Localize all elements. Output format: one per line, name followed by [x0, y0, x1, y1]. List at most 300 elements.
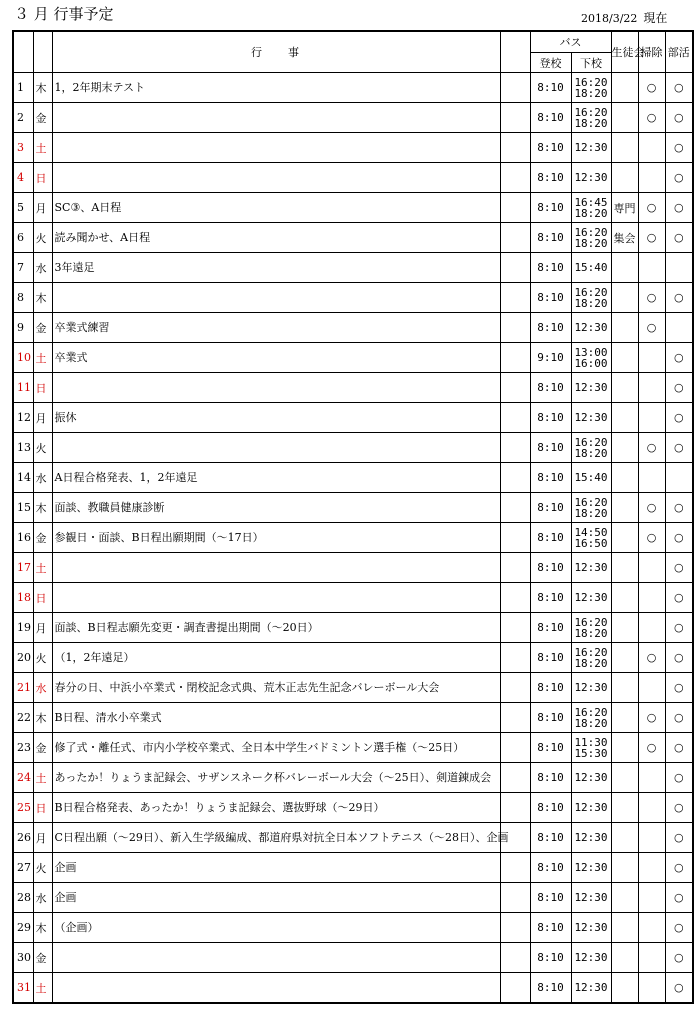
day-cell: 29 — [13, 913, 33, 943]
club-cell: ○ — [665, 493, 693, 523]
bus-to-cell: 8:10 — [530, 373, 571, 403]
dow-cell: 土 — [33, 763, 52, 793]
bus-to-cell: 8:10 — [530, 883, 571, 913]
day-cell: 25 — [13, 793, 33, 823]
day-cell: 31 — [13, 973, 33, 1004]
dow-cell: 月 — [33, 193, 52, 223]
header-spacer — [500, 31, 530, 73]
day-cell: 21 — [13, 673, 33, 703]
bus-from-cell: 16:20 18:20 — [571, 73, 611, 103]
student-council-cell — [611, 373, 638, 403]
club-cell: ○ — [665, 193, 693, 223]
student-council-cell: 専門 — [611, 193, 638, 223]
spacer-cell — [500, 673, 530, 703]
spacer-cell — [500, 553, 530, 583]
bus-from-cell: 16:20 18:20 — [571, 433, 611, 463]
day-cell: 23 — [13, 733, 33, 763]
club-cell: ○ — [665, 943, 693, 973]
table-row — [13, 703, 693, 733]
table-row — [13, 223, 693, 253]
day-cell: 28 — [13, 883, 33, 913]
student-council-cell — [611, 883, 638, 913]
cleaning-cell: ○ — [638, 523, 665, 553]
event-cell — [52, 553, 500, 583]
cleaning-cell — [638, 793, 665, 823]
student-council-cell — [611, 343, 638, 373]
schedule-table — [12, 30, 694, 1004]
spacer-cell — [500, 793, 530, 823]
event-cell: 参観日・面談、B日程出願期間（～17日） — [52, 523, 500, 553]
bus-to-cell: 8:10 — [530, 133, 571, 163]
bus-from-cell: 16:20 18:20 — [571, 703, 611, 733]
header-event: 行 事 — [52, 31, 500, 73]
bus-from-cell: 16:20 18:20 — [571, 643, 611, 673]
student-council-cell — [611, 673, 638, 703]
spacer-cell — [500, 433, 530, 463]
student-council-cell — [611, 133, 638, 163]
cleaning-cell: ○ — [638, 283, 665, 313]
cleaning-cell: ○ — [638, 733, 665, 763]
student-council-cell — [611, 763, 638, 793]
bus-from-cell: 16:20 18:20 — [571, 223, 611, 253]
bus-from-cell: 16:20 18:20 — [571, 103, 611, 133]
bus-to-cell: 8:10 — [530, 283, 571, 313]
bus-to-cell: 8:10 — [530, 823, 571, 853]
bus-from-cell: 12:30 — [571, 673, 611, 703]
spacer-cell — [500, 973, 530, 1004]
cleaning-cell — [638, 403, 665, 433]
event-cell — [52, 163, 500, 193]
club-cell: ○ — [665, 433, 693, 463]
dow-cell: 土 — [33, 133, 52, 163]
as-of-suffix: 現在 — [643, 11, 668, 25]
event-cell: （1，2年遠足） — [52, 643, 500, 673]
day-cell: 7 — [13, 253, 33, 283]
header-bus-from: 下校 — [571, 53, 611, 73]
bus-from-cell: 12:30 — [571, 313, 611, 343]
table-row — [13, 523, 693, 553]
table-row — [13, 583, 693, 613]
event-cell — [52, 133, 500, 163]
bus-to-cell: 8:10 — [530, 463, 571, 493]
dow-cell: 木 — [33, 493, 52, 523]
spacer-cell — [500, 733, 530, 763]
bus-from-cell: 11:30 15:30 — [571, 733, 611, 763]
bus-to-cell: 8:10 — [530, 733, 571, 763]
student-council-cell — [611, 613, 638, 643]
club-cell: ○ — [665, 793, 693, 823]
club-cell — [665, 253, 693, 283]
student-council-cell — [611, 313, 638, 343]
day-cell: 15 — [13, 493, 33, 523]
bus-to-cell: 8:10 — [530, 553, 571, 583]
club-cell: ○ — [665, 643, 693, 673]
event-cell: B日程合格発表、あったか！りょうま記録会、選抜野球（～29日） — [52, 793, 500, 823]
dow-cell: 日 — [33, 373, 52, 403]
event-cell: 企画 — [52, 883, 500, 913]
dow-cell: 金 — [33, 943, 52, 973]
day-cell: 3 — [13, 133, 33, 163]
bus-to-cell: 8:10 — [530, 223, 571, 253]
bus-to-cell: 8:10 — [530, 73, 571, 103]
cleaning-cell — [638, 973, 665, 1004]
dow-cell: 水 — [33, 463, 52, 493]
dow-cell: 水 — [33, 673, 52, 703]
as-of-date — [581, 9, 667, 26]
dow-cell: 金 — [33, 103, 52, 133]
cleaning-cell — [638, 253, 665, 283]
cleaning-cell — [638, 853, 665, 883]
table-row — [13, 283, 693, 313]
club-cell: ○ — [665, 73, 693, 103]
cleaning-cell — [638, 553, 665, 583]
table-row — [13, 253, 693, 283]
bus-from-cell: 12:30 — [571, 913, 611, 943]
student-council-cell — [611, 643, 638, 673]
dow-cell: 水 — [33, 253, 52, 283]
table-row — [13, 793, 693, 823]
bus-from-cell: 13:00 16:00 — [571, 343, 611, 373]
club-cell — [665, 313, 693, 343]
spacer-cell — [500, 913, 530, 943]
table-row — [13, 613, 693, 643]
cleaning-cell — [638, 583, 665, 613]
header-student-council: 生徒会 — [611, 31, 638, 73]
day-cell: 24 — [13, 763, 33, 793]
cleaning-cell — [638, 463, 665, 493]
spacer-cell — [500, 883, 530, 913]
club-cell: ○ — [665, 283, 693, 313]
cleaning-cell: ○ — [638, 433, 665, 463]
event-cell: 読み聞かせ、A日程 — [52, 223, 500, 253]
dow-cell: 木 — [33, 703, 52, 733]
event-cell — [52, 943, 500, 973]
dow-cell: 水 — [33, 883, 52, 913]
spacer-cell — [500, 253, 530, 283]
club-cell: ○ — [665, 913, 693, 943]
event-cell: C日程出願（～29日）、新入生学級編成、都道府県対抗全日本ソフトテニス（～28日）、企画 — [52, 823, 500, 853]
bus-to-cell: 8:10 — [530, 703, 571, 733]
table-row — [13, 973, 693, 1004]
table-row — [13, 733, 693, 763]
table-row — [13, 343, 693, 373]
student-council-cell — [611, 703, 638, 733]
day-cell: 14 — [13, 463, 33, 493]
cleaning-cell — [638, 613, 665, 643]
bus-from-cell: 12:30 — [571, 823, 611, 853]
bus-from-cell: 15:40 — [571, 463, 611, 493]
student-council-cell — [611, 523, 638, 553]
cleaning-cell: ○ — [638, 493, 665, 523]
bus-to-cell: 8:10 — [530, 163, 571, 193]
event-cell — [52, 433, 500, 463]
club-cell: ○ — [665, 883, 693, 913]
event-cell — [52, 973, 500, 1004]
event-cell: 3年遠足 — [52, 253, 500, 283]
event-cell: 1，2年期末テスト — [52, 73, 500, 103]
spacer-cell — [500, 943, 530, 973]
header-cleaning: 掃除 — [638, 31, 665, 73]
bus-to-cell: 8:10 — [530, 613, 571, 643]
bus-from-cell: 12:30 — [571, 883, 611, 913]
header-dow-cell — [33, 31, 52, 73]
spacer-cell — [500, 493, 530, 523]
event-cell: 卒業式練習 — [52, 313, 500, 343]
club-cell: ○ — [665, 973, 693, 1004]
event-cell: （企画） — [52, 913, 500, 943]
bus-to-cell: 8:10 — [530, 583, 571, 613]
cleaning-cell: ○ — [638, 103, 665, 133]
bus-from-cell: 12:30 — [571, 403, 611, 433]
day-cell: 5 — [13, 193, 33, 223]
spacer-cell — [500, 73, 530, 103]
dow-cell: 金 — [33, 733, 52, 763]
table-row — [13, 193, 693, 223]
event-cell: SC③、A日程 — [52, 193, 500, 223]
day-cell: 12 — [13, 403, 33, 433]
cleaning-cell — [638, 913, 665, 943]
student-council-cell — [611, 973, 638, 1004]
event-cell: 春分の日、中浜小卒業式・閉校記念式典、荒木正志先生記念バレーボール大会 — [52, 673, 500, 703]
student-council-cell — [611, 943, 638, 973]
event-cell: B日程、清水小卒業式 — [52, 703, 500, 733]
event-cell — [52, 373, 500, 403]
bus-to-cell: 8:10 — [530, 793, 571, 823]
event-cell — [52, 583, 500, 613]
spacer-cell — [500, 103, 530, 133]
event-cell: 修了式・離任式、市内小学校卒業式、全日本中学生バドミントン選手権（～25日） — [52, 733, 500, 763]
dow-cell: 日 — [33, 793, 52, 823]
bus-to-cell: 8:10 — [530, 493, 571, 523]
day-cell: 9 — [13, 313, 33, 343]
spacer-cell — [500, 523, 530, 553]
dow-cell: 金 — [33, 523, 52, 553]
day-cell: 18 — [13, 583, 33, 613]
day-cell: 6 — [13, 223, 33, 253]
spacer-cell — [500, 343, 530, 373]
day-cell: 17 — [13, 553, 33, 583]
dow-cell: 土 — [33, 343, 52, 373]
student-council-cell — [611, 583, 638, 613]
day-cell: 20 — [13, 643, 33, 673]
cleaning-cell — [638, 823, 665, 853]
page-title: ３ 月 行事予定 — [14, 5, 114, 23]
bus-from-cell: 14:50 16:50 — [571, 523, 611, 553]
student-council-cell — [611, 163, 638, 193]
club-cell: ○ — [665, 163, 693, 193]
bus-from-cell: 16:20 18:20 — [571, 493, 611, 523]
student-council-cell — [611, 823, 638, 853]
club-cell: ○ — [665, 133, 693, 163]
day-cell: 10 — [13, 343, 33, 373]
day-cell: 19 — [13, 613, 33, 643]
cleaning-cell: ○ — [638, 643, 665, 673]
club-cell: ○ — [665, 223, 693, 253]
bus-to-cell: 8:10 — [530, 913, 571, 943]
cleaning-cell — [638, 373, 665, 403]
event-cell: 卒業式 — [52, 343, 500, 373]
bus-from-cell: 12:30 — [571, 553, 611, 583]
club-cell: ○ — [665, 673, 693, 703]
table-row — [13, 493, 693, 523]
cleaning-cell — [638, 763, 665, 793]
club-cell: ○ — [665, 523, 693, 553]
club-cell: ○ — [665, 703, 693, 733]
bus-from-cell: 12:30 — [571, 973, 611, 1004]
header-club: 部活 — [665, 31, 693, 73]
table-row — [13, 883, 693, 913]
club-cell — [665, 463, 693, 493]
bus-to-cell: 8:10 — [530, 253, 571, 283]
day-cell: 30 — [13, 943, 33, 973]
bus-to-cell: 8:10 — [530, 763, 571, 793]
spacer-cell — [500, 193, 530, 223]
bus-from-cell: 16:20 18:20 — [571, 283, 611, 313]
club-cell: ○ — [665, 553, 693, 583]
bus-from-cell: 16:20 18:20 — [571, 613, 611, 643]
day-cell: 16 — [13, 523, 33, 553]
dow-cell: 月 — [33, 403, 52, 433]
event-cell: 企画 — [52, 853, 500, 883]
day-cell: 13 — [13, 433, 33, 463]
student-council-cell — [611, 103, 638, 133]
cleaning-cell: ○ — [638, 313, 665, 343]
dow-cell: 火 — [33, 853, 52, 883]
spacer-cell — [500, 613, 530, 643]
dow-cell: 月 — [33, 613, 52, 643]
spacer-cell — [500, 853, 530, 883]
bus-from-cell: 12:30 — [571, 943, 611, 973]
bus-to-cell: 8:10 — [530, 103, 571, 133]
dow-cell: 土 — [33, 553, 52, 583]
table-row — [13, 643, 693, 673]
table-row — [13, 943, 693, 973]
student-council-cell — [611, 73, 638, 103]
table-row — [13, 403, 693, 433]
day-cell: 26 — [13, 823, 33, 853]
header-day-cell — [13, 31, 33, 73]
table-row — [13, 373, 693, 403]
table-row — [13, 103, 693, 133]
table-row — [13, 73, 693, 103]
student-council-cell — [611, 283, 638, 313]
header-bus: バス — [530, 31, 611, 53]
club-cell: ○ — [665, 613, 693, 643]
cleaning-cell — [638, 133, 665, 163]
spacer-cell — [500, 643, 530, 673]
student-council-cell — [611, 553, 638, 583]
table-row — [13, 823, 693, 853]
dow-cell: 金 — [33, 313, 52, 343]
student-council-cell — [611, 253, 638, 283]
spacer-cell — [500, 313, 530, 343]
student-council-cell — [611, 853, 638, 883]
table-row — [13, 163, 693, 193]
student-council-cell — [611, 403, 638, 433]
bus-from-cell: 12:30 — [571, 763, 611, 793]
club-cell: ○ — [665, 823, 693, 853]
club-cell: ○ — [665, 583, 693, 613]
dow-cell: 火 — [33, 643, 52, 673]
table-row — [13, 433, 693, 463]
student-council-cell — [611, 913, 638, 943]
cleaning-cell: ○ — [638, 73, 665, 103]
club-cell: ○ — [665, 403, 693, 433]
bus-to-cell: 8:10 — [530, 523, 571, 553]
cleaning-cell — [638, 883, 665, 913]
bus-to-cell: 8:10 — [530, 673, 571, 703]
header-row-1 — [13, 31, 693, 53]
bus-from-cell: 12:30 — [571, 793, 611, 823]
spacer-cell — [500, 283, 530, 313]
table-row — [13, 763, 693, 793]
bus-to-cell: 8:10 — [530, 973, 571, 1004]
event-cell: 面談、B日程志願先変更・調査書提出期間（～20日） — [52, 613, 500, 643]
cleaning-cell — [638, 943, 665, 973]
bus-from-cell: 12:30 — [571, 373, 611, 403]
club-cell: ○ — [665, 103, 693, 133]
table-row — [13, 553, 693, 583]
dow-cell: 火 — [33, 433, 52, 463]
bus-to-cell: 8:10 — [530, 643, 571, 673]
cleaning-cell — [638, 673, 665, 703]
event-cell — [52, 103, 500, 133]
bus-to-cell: 8:10 — [530, 433, 571, 463]
event-cell: A日程合格発表、1，2年遠足 — [52, 463, 500, 493]
spacer-cell — [500, 403, 530, 433]
student-council-cell — [611, 493, 638, 523]
day-cell: 22 — [13, 703, 33, 733]
student-council-cell — [611, 463, 638, 493]
cleaning-cell — [638, 163, 665, 193]
bus-from-cell: 12:30 — [571, 163, 611, 193]
event-cell: あったか！りょうま記録会、サザンスネーク杯バレーボール大会（～25日）、剣道錬成会 — [52, 763, 500, 793]
cleaning-cell — [638, 343, 665, 373]
day-cell: 27 — [13, 853, 33, 883]
dow-cell: 土 — [33, 973, 52, 1004]
day-cell: 2 — [13, 103, 33, 133]
club-cell: ○ — [665, 763, 693, 793]
student-council-cell: 集会 — [611, 223, 638, 253]
dow-cell: 木 — [33, 73, 52, 103]
bus-to-cell: 8:10 — [530, 313, 571, 343]
dow-cell: 木 — [33, 283, 52, 313]
dow-cell: 月 — [33, 823, 52, 853]
student-council-cell — [611, 433, 638, 463]
table-row — [13, 853, 693, 883]
dow-cell: 火 — [33, 223, 52, 253]
table-row — [13, 313, 693, 343]
dow-cell: 日 — [33, 583, 52, 613]
spacer-cell — [500, 133, 530, 163]
day-cell: 1 — [13, 73, 33, 103]
student-council-cell — [611, 733, 638, 763]
day-cell: 8 — [13, 283, 33, 313]
header-bus-to: 登校 — [530, 53, 571, 73]
club-cell: ○ — [665, 373, 693, 403]
event-cell — [52, 283, 500, 313]
bus-to-cell: 8:10 — [530, 853, 571, 883]
bus-from-cell: 12:30 — [571, 853, 611, 883]
dow-cell: 日 — [33, 163, 52, 193]
event-cell: 振休 — [52, 403, 500, 433]
club-cell: ○ — [665, 343, 693, 373]
dow-cell: 木 — [33, 913, 52, 943]
table-row — [13, 133, 693, 163]
bus-from-cell: 12:30 — [571, 133, 611, 163]
bus-to-cell: 8:10 — [530, 403, 571, 433]
table-row — [13, 913, 693, 943]
